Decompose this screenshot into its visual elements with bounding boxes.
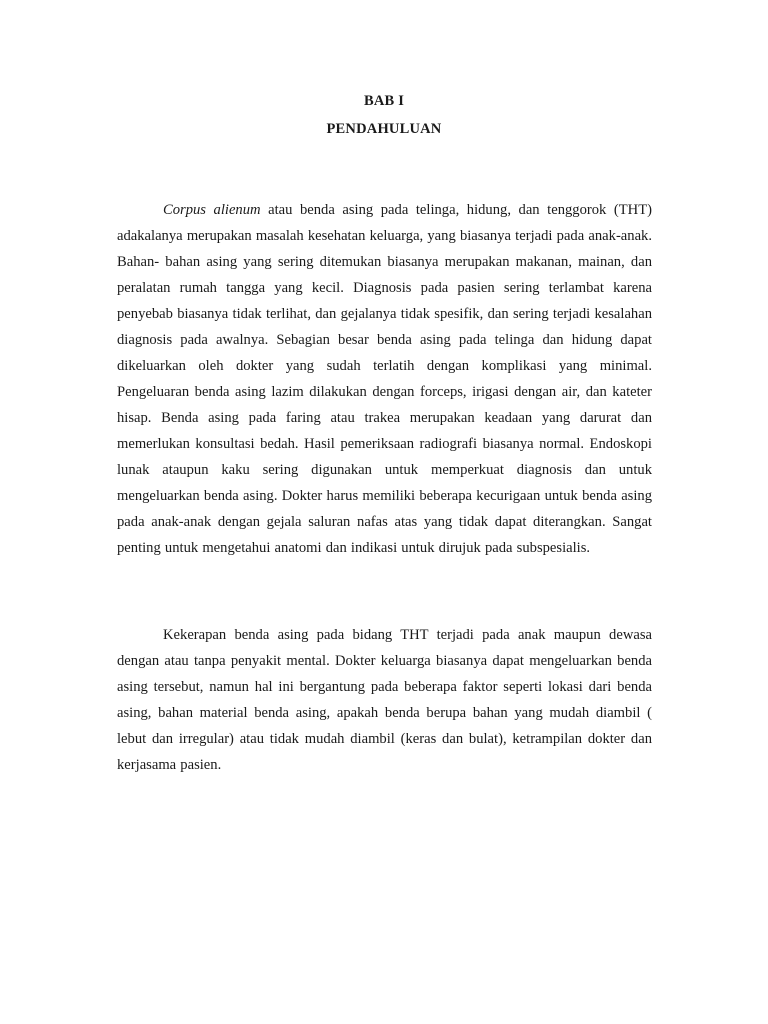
chapter-title: PENDAHULUAN xyxy=(326,121,442,137)
paragraph-frequency xyxy=(117,622,652,778)
paragraph-frequency-body: Kekerapan benda asing pada bidang THT terjadi pada anak maupun dewasa dengan atau tanpa penyakit mental. Dokter keluarga biasanya dapat mengeluarkan benda asing tersebut, namun hal ini bergantung pada beberapa faktor seperti lokasi dari benda asing, bahan material benda asing, apakah benda berupa bahan yang mudah diambil ( lebut dan irregular) atau tidak mudah diambil (keras dan bulat), ketrampilan dokter dan kerjasama pasien. xyxy=(117,627,652,773)
paragraph-intro xyxy=(117,197,652,561)
chapter-number: BAB I xyxy=(363,93,405,109)
paragraph-intro-lead: Corpus alienum xyxy=(163,202,261,218)
paragraph-intro-body: atau benda asing pada telinga, hidung, dan tenggorok (THT) adakalanya merupakan masalah kesehatan keluarga, yang biasanya terjadi pada anak-anak. Bahan- bahan asing yang sering ditemukan biasanya merupakan makanan, mainan, dan peralatan rumah tangga yang kecil. Diagnosis pada pasien sering terlambat karena penyebab biasanya tidak terlihat, dan gejalanya tidak spesifik, dan sering terjadi kesalahan diagnosis pada awalnya. Sebagian besar benda asing pada telinga dan hidung dapat dikeluarkan oleh dokter yang sudah terlatih dengan komplikasi yang minimal. Pengeluaran benda asing lazim dilakukan dengan forceps, irigasi dengan air, dan kateter hisap. Benda asing pada faring atau trakea merupakan keadaan yang darurat dan memerlukan konsultasi bedah. Hasil pemeriksaan radiografi biasanya normal. Endoskopi lunak ataupun kaku sering digunakan untuk memperkuat diagnosis dan untuk mengeluarkan benda asing. Dokter harus memiliki beberapa kecurigaan untuk benda asing pada anak-anak dengan gejala saluran nafas atas yang tidak dapat diterangkan. Sangat penting untuk mengetahui anatomi dan indikasi untuk dirujuk pada subspesialis. xyxy=(117,202,652,556)
